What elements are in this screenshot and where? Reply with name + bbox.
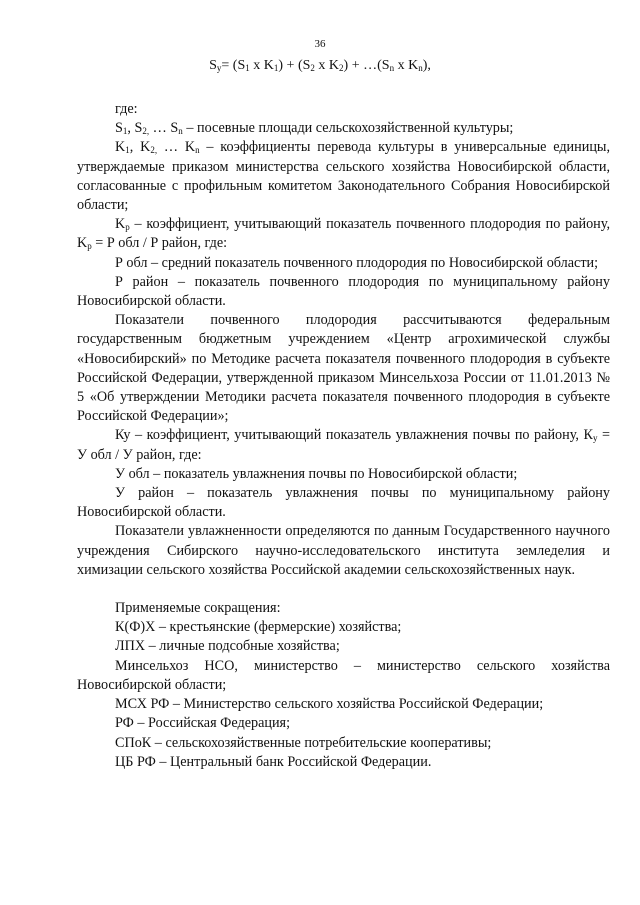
p-rayon-definition: Р район – показатель почвенного плодородия по муниципальному району Новосибирской области. <box>77 273 610 310</box>
abbreviation-item: РФ – Российская Федерация; <box>115 715 291 732</box>
spacer <box>77 580 610 599</box>
p-obl-definition: Р обл – средний показатель почвенного плодородия по Новосибирской области; <box>115 254 599 271</box>
abbreviations-title: Применяемые сокращения: <box>115 600 281 617</box>
abbreviation-item: ЦБ РФ – Центральный банк Российской Федерации. <box>115 753 432 770</box>
humidity-paragraph: Показатели увлажненности определяются по данным Государственного научного учреждения Сибирского научно-исследовательского института земледелия и химизации сельского хозяйства Российской академии сельскохозяйственных наук. <box>77 523 610 578</box>
abbreviation-item: Минсельхоз НСО, министерство – министерство сельского хозяйства Новосибирской области; <box>77 657 610 693</box>
kp-definition: $K_р$ – коэффициент, учитывающий показатель почвенного плодородия по району, $K_р = Р$ обл / Р район, где: <box>77 216 610 252</box>
u-obl-definition: У обл – показатель увлажнения почвы по Новосибирской области; <box>115 465 518 482</box>
u-rayon-definition: У район – показатель увлажнения почвы по муниципальному району Новосибирской области. <box>77 485 610 521</box>
s-definition: $S_1$, $S_{2,}$ … $S_n$ – посевные площади сельскохозяйственной культуры; <box>115 120 514 137</box>
k-definition: $K_1$, $K_{2,}$ … $K_n$ – коэффициенты перевода культуры в универсальные единицы, утверждаемые приказом министерства сельского хозяйства Новосибирской области, согласованные с профильным комитетом Законодательного Собрания Новосибирской области; <box>77 139 610 214</box>
where-label: где: <box>115 101 138 117</box>
abbreviation-item: ЛПХ – личные подсобные хозяйства; <box>115 638 340 655</box>
abbreviation-item: К(Ф)Х – крестьянские (фермерские) хозяйства; <box>115 619 402 636</box>
abbreviation-item: МСХ РФ – Министерство сельского хозяйства Российской Федерации; <box>115 696 544 713</box>
fertility-paragraph: Показатели почвенного плодородия рассчитываются федеральным государственным бюджетным учреждением «Центр агрохимической службы «Новосибирский» по Методике расчета показателя почвенного плодородия в субъекте Российской Федерации, утвержденной приказом Минсельхоза России от 11.01.2013 № 5 «Об утверждении Методики расчета показателя почвенного плодородия в субъекте Российской Федерации»; <box>77 312 610 425</box>
abbreviation-item: СПоК – сельскохозяйственные потребительские кооперативы; <box>115 734 492 751</box>
body-text <box>77 100 610 772</box>
formula: $S_y= (S_1$ x $K_1) + (S_2$ x $K_2$) + $\dots(S_n$ x $K_n$), <box>209 58 431 73</box>
ky-definition: Ку – коэффициент, учитывающий показатель увлажнения почвы по району, $К_у = У$ обл / У район, где: <box>77 427 610 463</box>
page-number: 36 <box>314 38 326 50</box>
